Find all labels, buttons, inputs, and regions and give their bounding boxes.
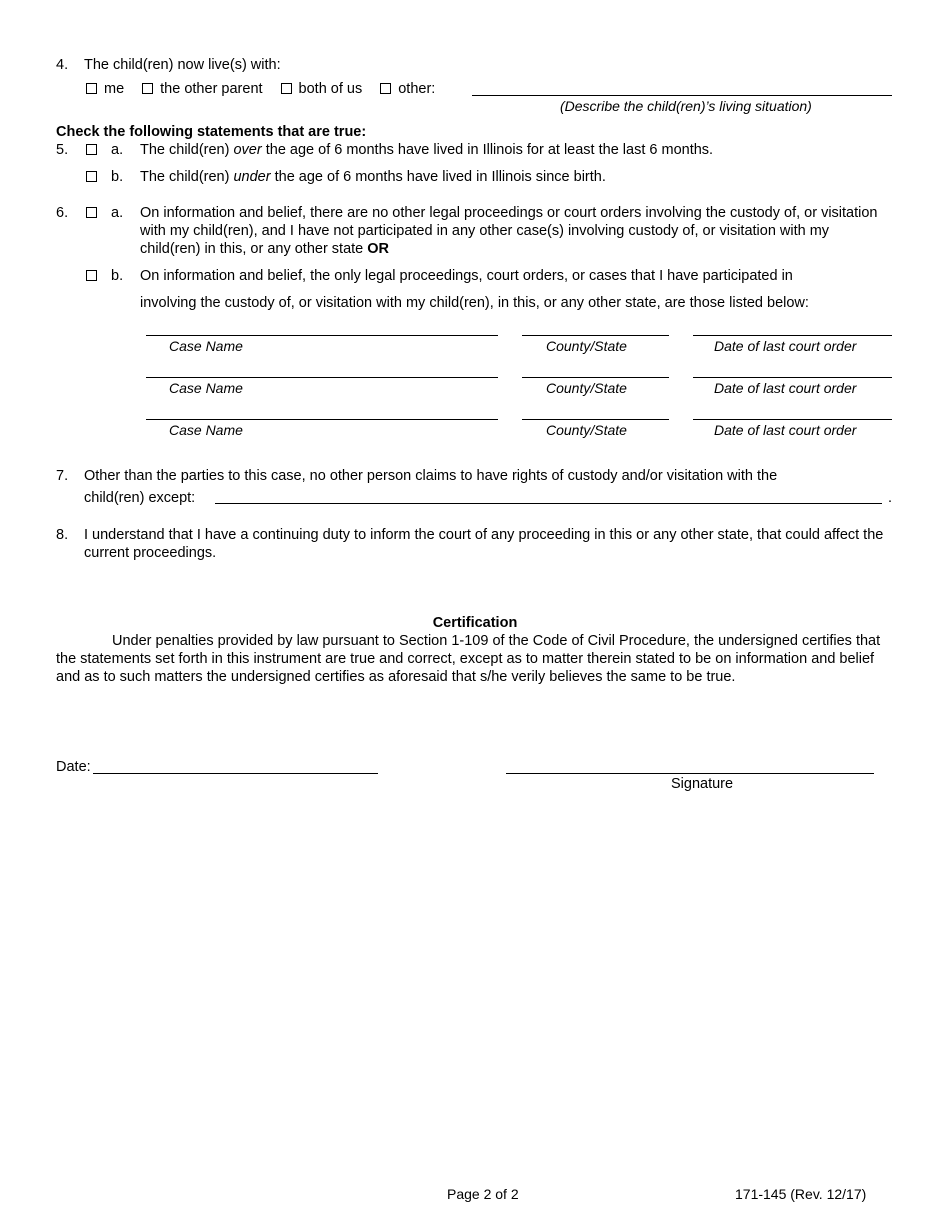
item-5b-checkbox[interactable] — [86, 168, 97, 186]
item-5a-text — [140, 141, 713, 159]
item-6b-line2: involving the custody of, or visitation with my child(ren), in this, or any other state, are those listed below: — [140, 295, 809, 311]
county-state-line[interactable] — [522, 335, 669, 336]
other-situation-line[interactable] — [472, 95, 892, 96]
checkbox[interactable] — [86, 83, 97, 94]
date-caption: Date of last court order — [714, 338, 857, 354]
except-line[interactable] — [215, 503, 882, 504]
checkbox[interactable] — [380, 83, 391, 94]
item-5b-em: under — [233, 169, 271, 185]
date-label: Date: — [56, 759, 91, 775]
item-5b-post: the age of 6 months have lived in Illinois since birth. — [270, 169, 606, 185]
item-4-text: The child(ren) now live(s) with: — [84, 57, 281, 73]
option-other-parent[interactable] — [142, 80, 262, 98]
date-line[interactable] — [693, 419, 892, 420]
checkbox[interactable] — [142, 83, 153, 94]
date-line[interactable] — [693, 335, 892, 336]
certification-title: Certification — [432, 615, 518, 631]
date-caption: Date of last court order — [714, 422, 857, 438]
item-7-period: . — [888, 490, 893, 506]
item-5-number: 5. — [56, 142, 69, 158]
case-name-line[interactable] — [146, 377, 498, 378]
item-8-number: 8. — [56, 527, 69, 543]
item-7-line2: child(ren) except: — [84, 490, 196, 506]
item-5b-text — [140, 168, 606, 186]
item-6b-letter: b. — [111, 268, 124, 284]
item-7-number: 7. — [56, 468, 69, 484]
case-name-caption: Case Name — [169, 380, 243, 396]
county-state-caption: County/State — [546, 380, 627, 396]
living-options — [86, 80, 453, 98]
item-6a-letter: a. — [111, 205, 124, 221]
case-name-line[interactable] — [146, 419, 498, 420]
item-7-line1: Other than the parties to this case, no other person claims to have rights of custody and/or visitation with the — [84, 468, 778, 484]
describe-caption: (Describe the child(ren)’s living situation) — [560, 98, 812, 114]
checkbox[interactable] — [281, 83, 292, 94]
county-state-caption: County/State — [546, 422, 627, 438]
case-name-caption: Case Name — [169, 422, 243, 438]
county-state-line[interactable] — [522, 419, 669, 420]
item-5a-checkbox[interactable] — [86, 141, 97, 159]
option-me-label: me — [104, 81, 125, 97]
item-5b-letter: b. — [111, 169, 124, 185]
date-line[interactable] — [693, 377, 892, 378]
item-5a-pre: The child(ren) — [140, 142, 234, 158]
item-6b-checkbox[interactable] — [86, 267, 97, 285]
certification-text: Under penalties provided by law pursuant to Section 1-109 of the Code of Civil Procedure, the undersigned certifies that the statements set forth in this instrument are true and correct, except as to matter therein stated to be on information and belief and as to such matters the undersigned certifies as aforesaid that s/he verily believes the same to be true. — [56, 633, 881, 685]
item-5b-pre: The child(ren) — [140, 169, 234, 185]
case-name-caption: Case Name — [169, 338, 243, 354]
item-6a-checkbox[interactable] — [86, 204, 97, 222]
item-5a-letter: a. — [111, 142, 124, 158]
option-other-parent-label: the other parent — [160, 81, 263, 97]
option-me[interactable] — [86, 80, 124, 98]
item-6-number: 6. — [56, 205, 69, 221]
item-6a-text — [140, 204, 892, 258]
page-number: Page 2 of 2 — [447, 1186, 519, 1202]
item-4-number: 4. — [56, 57, 69, 73]
option-other[interactable] — [380, 80, 435, 98]
check-heading: Check the following statements that are true: — [56, 124, 367, 140]
item-6a-body: On information and belief, there are no other legal proceedings or court orders involving the custody of, or visitation with my child(ren), and I have not participated in any other case(s) involving custody of, or visitation with my child(ren) in this, or any other state — [140, 205, 878, 257]
option-both-label: both of us — [298, 81, 363, 97]
item-5a-em: over — [233, 142, 262, 158]
option-both[interactable] — [281, 80, 363, 98]
case-name-line[interactable] — [146, 335, 498, 336]
signature-label: Signature — [671, 776, 734, 792]
date-caption: Date of last court order — [714, 380, 857, 396]
item-8-text: I understand that I have a continuing duty to inform the court of any proceeding in this or any other state, that could affect the current proceedings. — [84, 527, 884, 561]
item-5a-post: the age of 6 months have lived in Illinois for at least the last 6 months. — [261, 142, 714, 158]
item-6a-or: OR — [367, 241, 390, 257]
item-6b-line1: On information and belief, the only legal proceedings, court orders, or cases that I have participated in — [140, 268, 793, 284]
county-state-line[interactable] — [522, 377, 669, 378]
signature-line[interactable] — [506, 773, 874, 774]
date-input-line[interactable] — [93, 773, 378, 774]
option-other-label: other: — [398, 81, 436, 97]
county-state-caption: County/State — [546, 338, 627, 354]
form-id: 171-145 (Rev. 12/17) — [735, 1186, 867, 1202]
